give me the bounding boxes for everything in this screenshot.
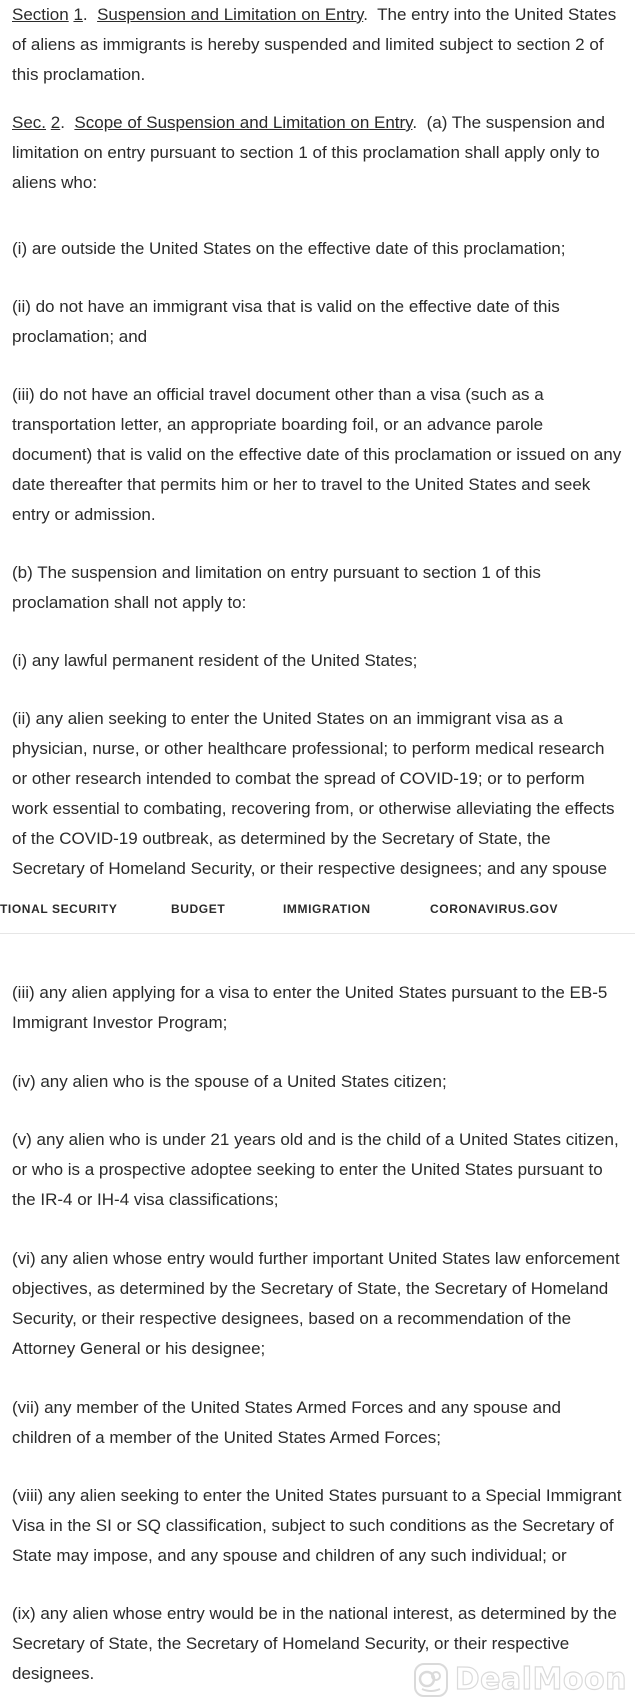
a-item-ii: (ii) do not have an immigrant visa that is valid on the effective date of this proclamation; and — [12, 297, 560, 346]
section-2-intro-b: (b) The suspension and limitation on entry pursuant to section 1 of this proclamation shall not apply to: — [12, 563, 541, 612]
b-item-i: (i) any lawful permanent resident of the United States; — [12, 651, 418, 670]
section-1-body: The entry into the United States of aliens as immigrants is hereby suspended and limited subject to section 2 of this proclamation. — [12, 5, 617, 84]
b-item-iv: (iv) any alien who is the spouse of a United States citizen; — [12, 1072, 447, 1091]
b-item-vi: (vi) any alien whose entry would further important United States law enforcement objectives, as determined by the Secretary of State, the Secretary of Homeland Security, or their respective designees, based on a recommendation of the Attorney General or his designee; — [12, 1249, 620, 1358]
section-2-number: 2 — [50, 113, 61, 132]
b-item-ii: (ii) any alien seeking to enter the United States on an immigrant visa as a physician, nurse, or other healthcare professional; to perform medical research or other research intended to combat the spread of COVID-19; or to perform work essential to combating, recovering from, or otherwise alleviating the effects of the COVID-19 outbreak, as determined by the Secretary of State, the Secretary of Homeland Security, or their respective designees; and any spouse — [12, 709, 615, 878]
b-item-ix: (ix) any alien whose entry would be in the national interest, as determined by the Secretary of State, the Secretary of Homeland Security, or their respective designees. — [12, 1604, 617, 1683]
section-1: Section 1. Suspension and Limitation on Entry. The entry into the United States of aliens as immigrants is hereby suspended and limited subject to section 2 of this proclamation. — [12, 5, 617, 84]
nav-item-budget[interactable]: BUDGET — [171, 902, 226, 916]
dealmoon-logo-icon — [413, 1662, 449, 1698]
dealmoon-watermark — [413, 1660, 627, 1700]
b-item-iii: (iii) any alien applying for a visa to enter the United States pursuant to the EB-5 Immigrant Investor Program; — [12, 983, 608, 1032]
b-item-ii-clip — [12, 704, 624, 887]
section-1-label: Section — [12, 5, 69, 24]
section-2-intro-a: (a) The suspension and limitation on entry pursuant to section 1 of this proclamation shall apply only to aliens who: — [12, 113, 605, 192]
site-nav-bar — [0, 887, 635, 934]
a-item-i: (i) are outside the United States on the effective date of this proclamation; — [12, 239, 566, 258]
section-1-number: 1 — [73, 5, 83, 24]
nav-item-national-security[interactable]: TIONAL SECURITY — [0, 902, 118, 916]
nav-item-coronavirus[interactable]: CORONAVIRUS.GOV — [430, 902, 559, 916]
section-2-heading: Scope of Suspension and Limitation on Entry — [74, 113, 413, 132]
nav-item-immigration[interactable]: IMMIGRATION — [283, 902, 371, 916]
section-2-intro: Sec. 2. Scope of Suspension and Limitation on Entry. (a) The suspension and limitation on entry pursuant to section 1 of this proclamation shall apply only to aliens who: — [12, 113, 605, 192]
a-item-iii: (iii) do not have an official travel document other than a visa (such as a transportation letter, an appropriate boarding foil, or an advance parole document) that is valid on the effective date of this proclamation or issued on any date thereafter that permits him or her to travel to the United States and seek entry or admission. — [12, 385, 622, 524]
dealmoon-wordmark: DealMoon — [454, 1662, 627, 1697]
section-2-label: Sec. — [12, 113, 47, 132]
b-item-v: (v) any alien who is under 21 years old and is the child of a United States citizen, or who is a prospective adoptee seeking to enter the United States pursuant to the IR-4 or IH-4 visa classifications; — [12, 1130, 619, 1209]
b-item-vii: (vii) any member of the United States Armed Forces and any spouse and children of a member of the United States Armed Forces; — [12, 1398, 561, 1447]
b-item-viii: (viii) any alien seeking to enter the United States pursuant to a Special Immigrant Visa in the SI or SQ classification, subject to such conditions as the Secretary of State may impose, and any spouse and children of any such individual; or — [12, 1486, 622, 1565]
section-1-heading: Suspension and Limitation on Entry — [97, 5, 364, 24]
